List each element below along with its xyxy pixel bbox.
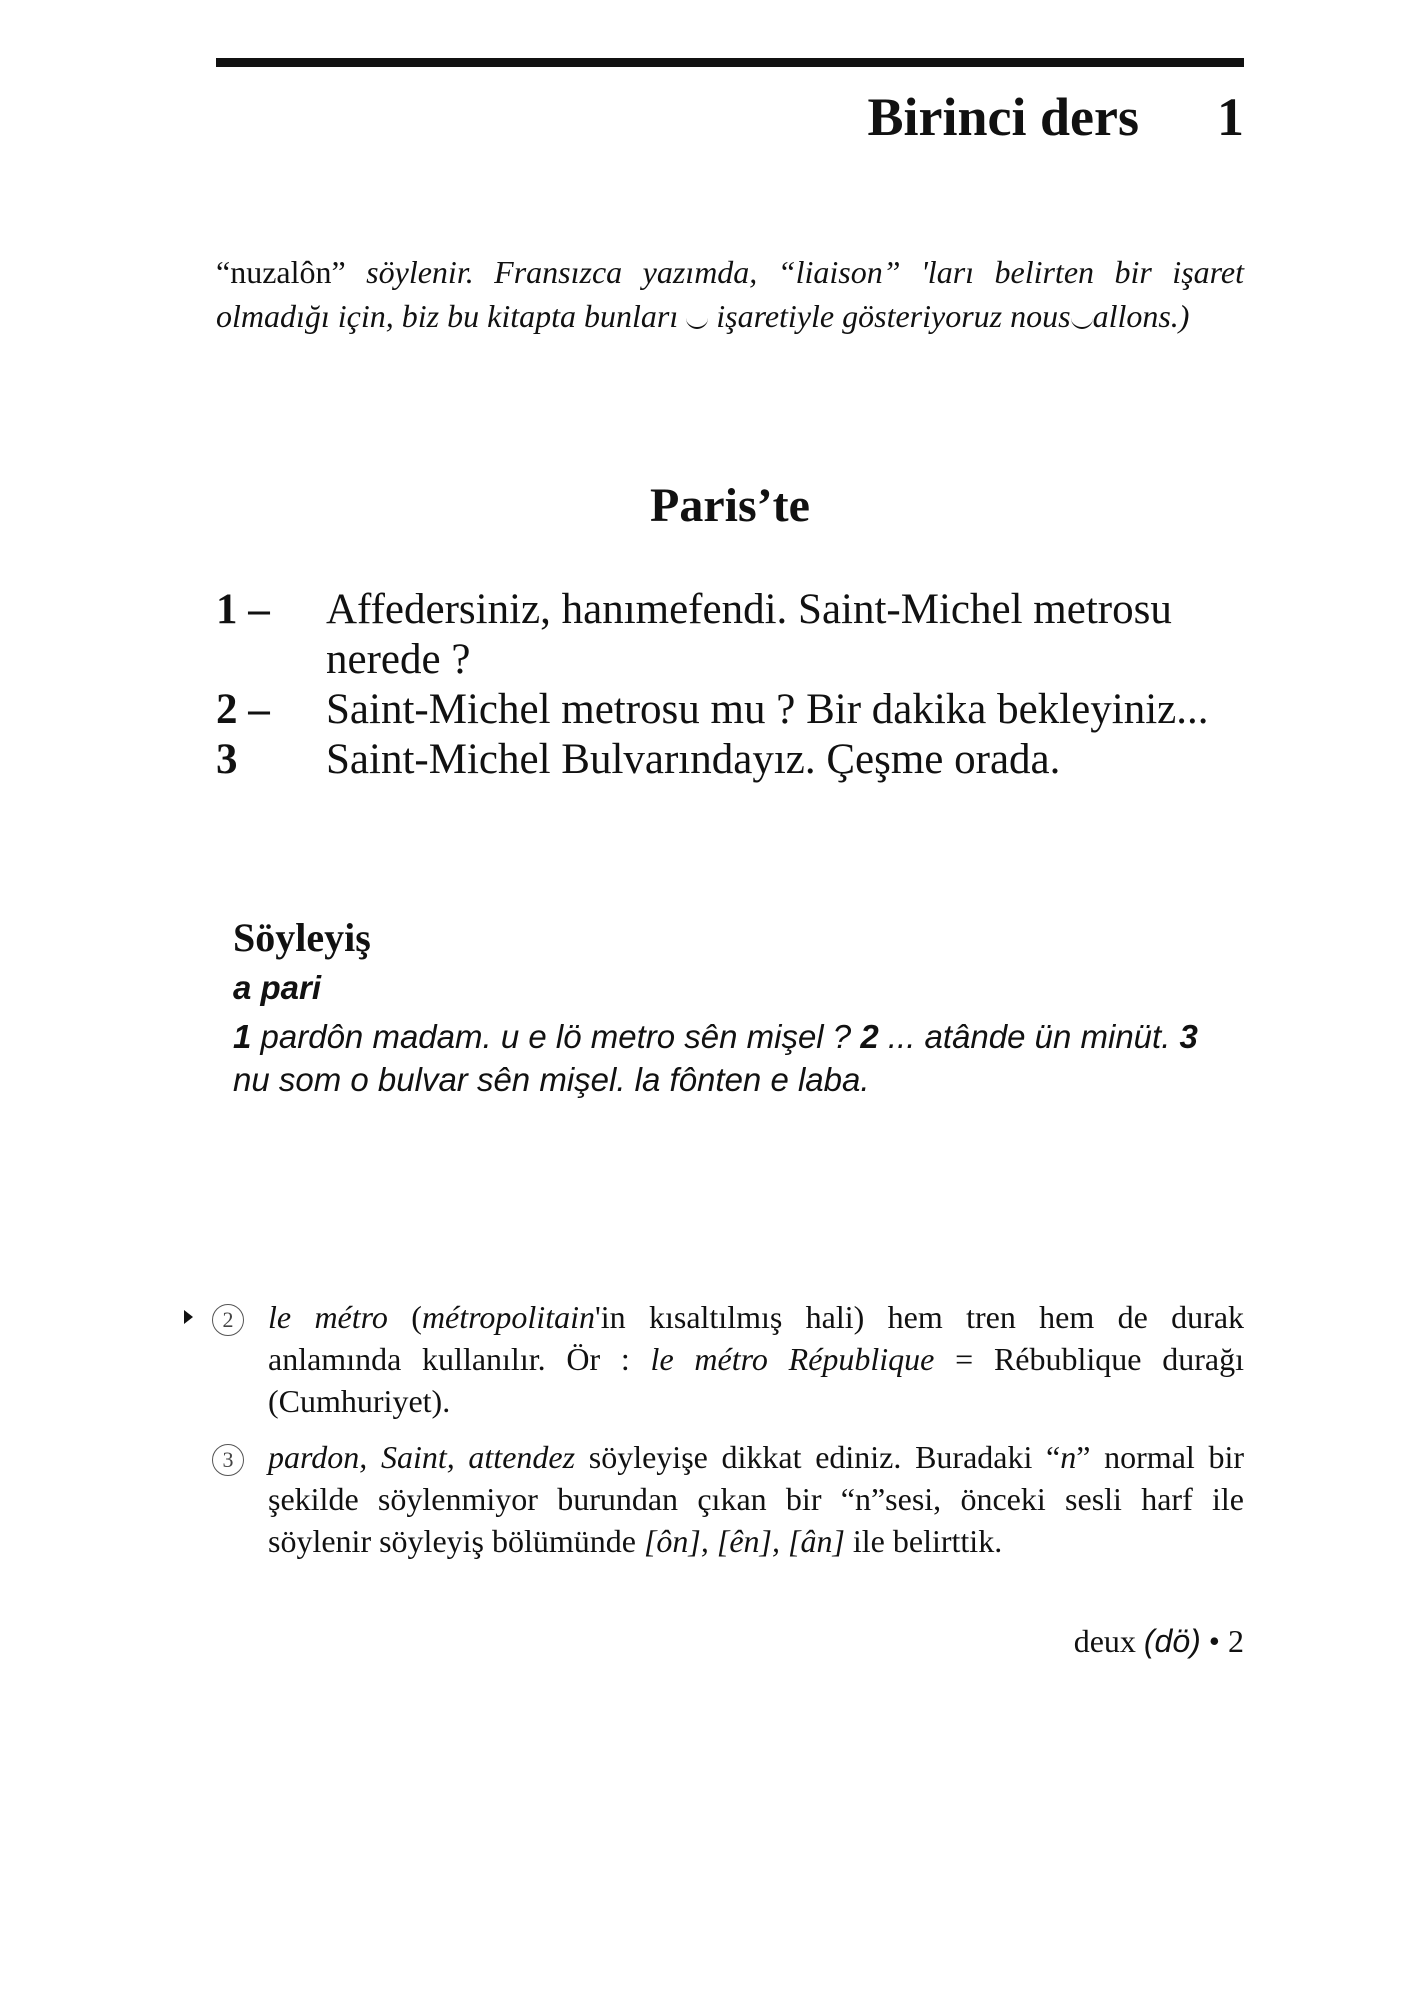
pronunciation-subheading: a pari (233, 969, 322, 1006)
note-italic: [ôn], [ên], [ân] (643, 1523, 845, 1559)
pronunciation-text (233, 1015, 1243, 1101)
note-italic: le métro République (650, 1341, 935, 1377)
dialogue-line (216, 685, 1244, 735)
note-italic: le métro (268, 1299, 388, 1335)
liaison-mark-icon (686, 315, 708, 329)
circled-number-icon: 2 (212, 1304, 244, 1336)
note-marker (180, 1436, 268, 1562)
page-footer (216, 1620, 1244, 1662)
pron-number: 2 (860, 1018, 879, 1055)
note-text-part: söyleyişe dikkat ediniz. Buradaki “ (588, 1439, 1061, 1475)
intro-text-1: söylenir. Fransızca yazımda, “liaison” 'ları belirten bir işaret olmadığı için, biz bu kitapta bunları (216, 254, 1245, 334)
note-text-part: ( (411, 1299, 422, 1335)
dialogue (216, 585, 1244, 785)
footer-word: deux (1073, 1623, 1136, 1659)
chapter-header (216, 82, 1244, 152)
intro-paragraph (216, 250, 1244, 338)
intro-example-b: allons.) (1092, 298, 1190, 334)
note-marker (180, 1296, 268, 1422)
circled-number-icon: 3 (212, 1444, 244, 1476)
chapter-title: Birinci ders (867, 87, 1139, 147)
pronunciation-heading: Söyleyiş (233, 915, 371, 960)
liaison-mark-icon (1071, 315, 1093, 329)
note-italic: n (1060, 1439, 1077, 1475)
page-number: 2 (1228, 1623, 1244, 1659)
header-rule (216, 58, 1244, 67)
footer-bullet: • (1208, 1623, 1220, 1659)
note-text-part: ” normal bir şekilde söylenmiyor burundan çıkan bir “n”sesi, önceki sesli harf ile söylenir söyleyiş bölümünde (268, 1439, 1245, 1559)
note-text-part: ile belirttik. (852, 1523, 1003, 1559)
note-3 (180, 1436, 1244, 1562)
line-text: Saint-Michel Bulvarındayız. Çeşme orada. (326, 736, 1061, 783)
line-number: 2 – (216, 686, 270, 733)
note-text (268, 1436, 1244, 1562)
note-text-part: = Rébublique durağı (Cumhuriyet). (268, 1341, 1244, 1419)
intro-example-a: nous (1010, 298, 1071, 334)
line-text: Saint-Michel metrosu mu ? Bir dakika bekleyiniz... (326, 686, 1209, 733)
lesson-title: Paris’te (650, 479, 810, 532)
note-italic: métropolitain (421, 1299, 595, 1335)
note-text-part: 'in kısaltılmış hali) hem tren hem de durak anlamında kullanılır. Ör : (268, 1299, 1245, 1377)
line-number: 1 – (216, 586, 270, 633)
dialogue-line (216, 735, 1244, 785)
pron-line: nu som o bulvar sên mişel. la fônten e laba. (233, 1061, 870, 1098)
note-italic: pardon, Saint, attendez (268, 1439, 576, 1475)
pronunciation-block (233, 966, 1243, 1101)
dialogue-line (216, 585, 1244, 685)
pron-line: ... atânde ün minüt. (887, 1018, 1171, 1055)
pron-number: 1 (233, 1018, 252, 1055)
footer-pronunciation: (dö) (1143, 1623, 1201, 1659)
pron-line: pardôn madam. u e lö metro sên mişel ? (260, 1018, 852, 1055)
pointer-triangle-icon (184, 1310, 193, 1324)
line-number: 3 (216, 736, 238, 783)
intro-text-2: işaretiyle gösteriyoruz (716, 298, 1003, 334)
note-text (268, 1296, 1244, 1422)
chapter-number: 1 (1217, 87, 1244, 147)
note-2 (180, 1296, 1244, 1422)
line-text: Affedersiniz, hanımefendi. Saint-Michel metrosu nerede ? (326, 586, 1172, 683)
intro-quote: “nuzalôn” (216, 254, 346, 290)
pron-number: 3 (1179, 1018, 1198, 1055)
